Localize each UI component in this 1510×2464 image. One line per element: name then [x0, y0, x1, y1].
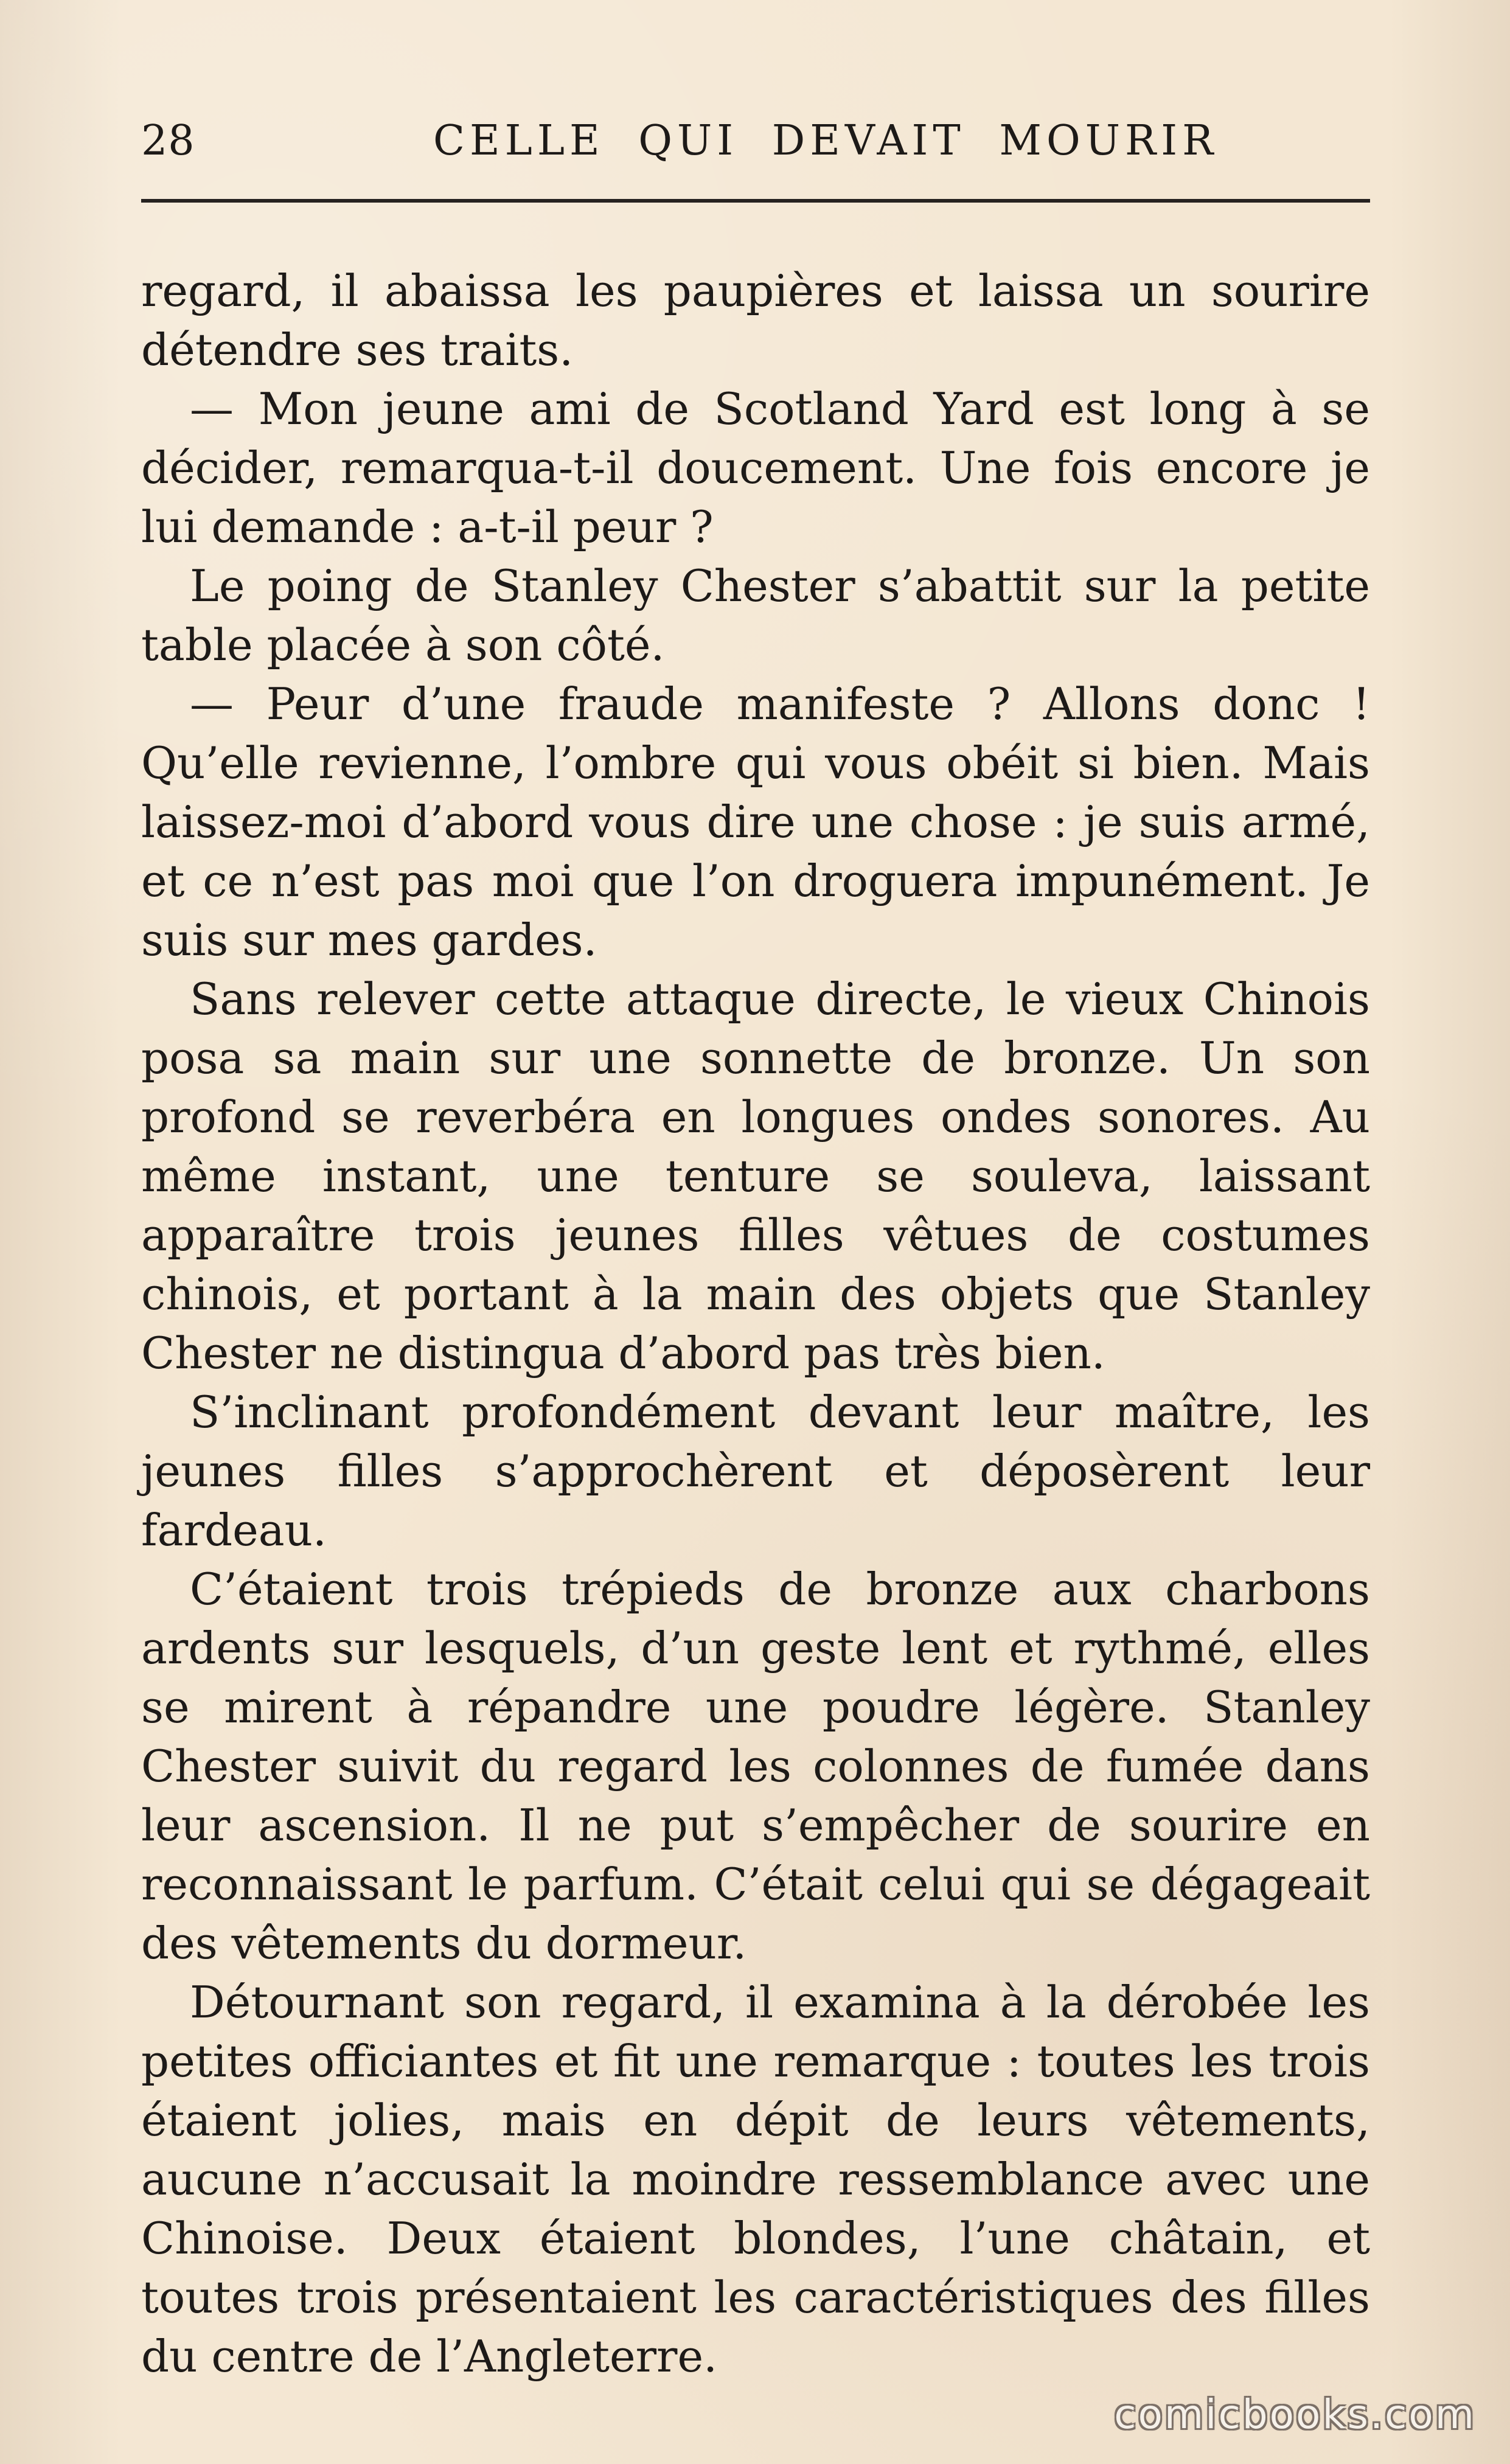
running-title: CELLE QUI DEVAIT MOURIR — [433, 117, 1219, 165]
header-rule — [141, 199, 1370, 203]
paragraph: regard, il abaissa les paupières et laissa un sourire détendre ses traits. — [141, 265, 1370, 375]
site-watermark: comicbooks.com — [1114, 2391, 1476, 2438]
paragraph: Détournant son regard, il examina à la dérobée les petites officiantes et fit une remarque : toutes les trois étaient jolies, mais en dépit de leurs vêtements, aucune n’accusait la moindre ressemblance avec une Chinoise. Deux étaient blondes, l’une châtain, et toutes trois présentaient les caractéristiques des filles du centre de l’Angleterre. — [141, 1977, 1370, 2382]
page-number: 28 — [141, 117, 195, 165]
paragraph: Sans relever cette attaque directe, le vieux Chinois posa sa main sur une sonnette de bronze. Un son profond se reverbéra en longues ondes sonores. Au même instant, une tenture se souleva, laissant apparaître trois jeunes filles vêtues de costumes chinois, et portant à la main des objets que Stanley Chester ne distingua d’abord pas très bien. — [141, 973, 1370, 1379]
page-header — [141, 116, 1370, 183]
paragraph: C’étaient trois trépieds de bronze aux charbons ardents sur lesquels, d’un geste lent et rythmé, elles se mirent à répandre une poudre légère. Stanley Chester suivit du regard les colonnes de fumée dans leur ascension. Il ne put s’empêcher de sourire en reconnaissant le parfum. C’était celui qui se dégageait des vêtements du dormeur. — [141, 1564, 1370, 1969]
page-body — [141, 262, 1370, 2382]
paragraph: — Peur d’une fraude manifeste ? Allons donc ! Qu’elle revienne, l’ombre qui vous obéit si bien. Mais laissez-moi d’abord vous dire une chose : je suis armé, et ce n’est pas moi que l’on droguera impunément. Je suis sur mes gardes. — [141, 678, 1370, 966]
paragraph: Le poing de Stanley Chester s’abattit sur la petite table placée à son côté. — [141, 560, 1370, 670]
paragraph: — Mon jeune ami de Scotland Yard est long à se décider, remarqua-t-il doucement. Une fois encore je lui demande : a-t-il peur ? — [141, 383, 1370, 552]
paragraph: S’inclinant profondément devant leur maître, les jeunes filles s’approchèrent et déposèrent leur fardeau. — [141, 1387, 1370, 1556]
